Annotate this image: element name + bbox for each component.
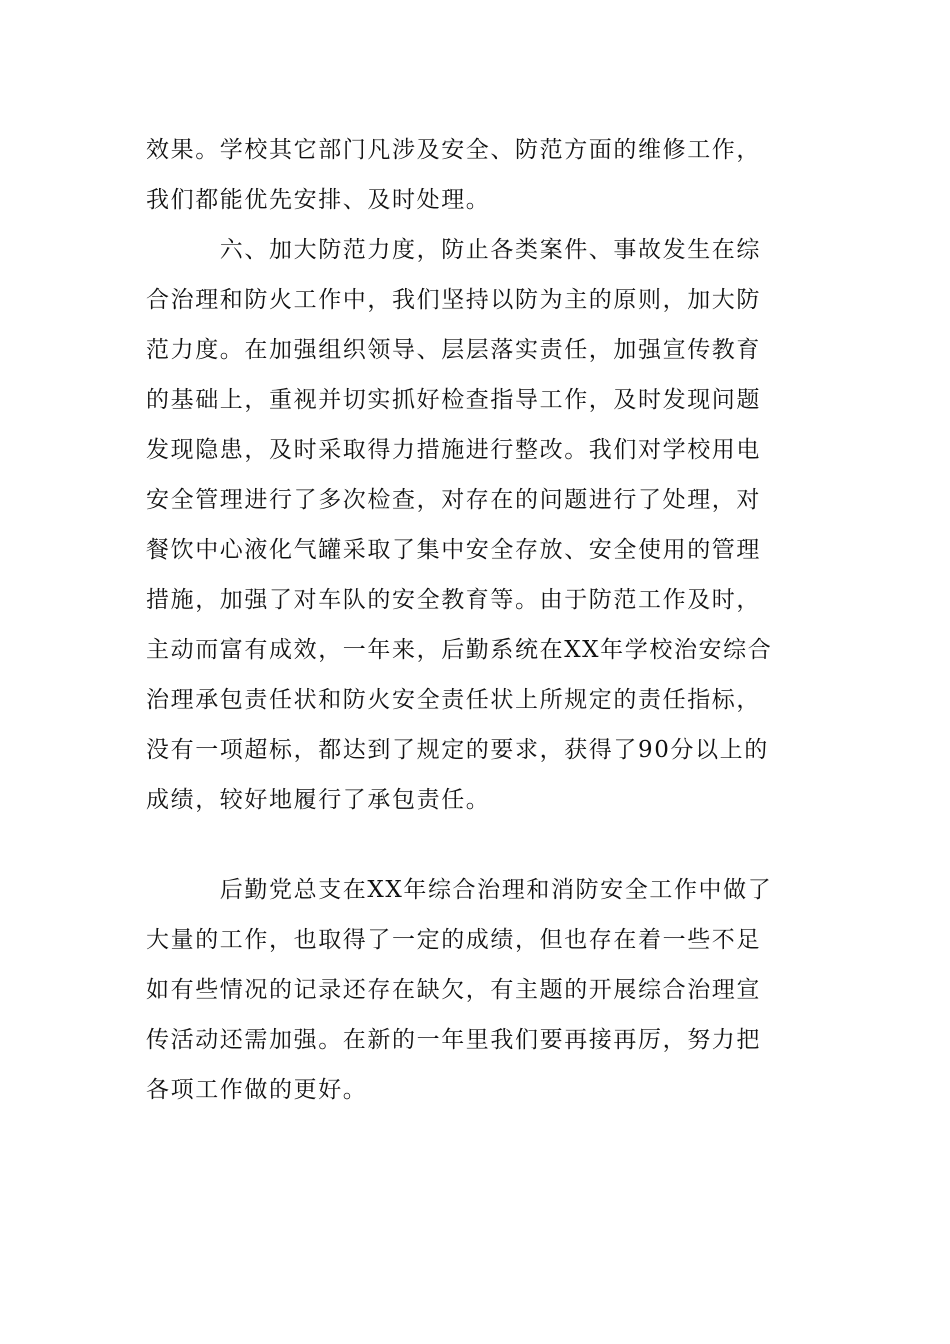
text-line: 治理承包责任状和防火安全责任状上所规定的责任指标， (146, 687, 761, 713)
text-line: 六、加大防范力度，防止各类案件、事故发生在综 (146, 237, 761, 263)
paragraph-section-six (146, 125, 808, 825)
text-line: 如有些情况的记录还存在缺欠，有主题的开展综合治理宣 (146, 977, 761, 1003)
text-line: 大量的工作，也取得了一定的成绩，但也存在着一些不足 (146, 927, 761, 953)
text-line: 效果。学校其它部门凡涉及安全、防范方面的维修工作， (146, 137, 761, 163)
text-line: 餐饮中心液化气罐采取了集中安全存放、安全使用的管理 (146, 537, 761, 563)
text-line: 的基础上，重视并切实抓好检查指导工作，及时发现问题 (146, 387, 761, 413)
text-line: 主动而富有成效，一年来，后勤系统在XX年学校治安综合 (146, 637, 773, 663)
text-line: 后勤党总支在XX年综合治理和消防安全工作中做了 (146, 877, 773, 903)
text-line: 措施，加强了对车队的安全教育等。由于防范工作及时， (146, 587, 761, 613)
text-line: 成绩，较好地履行了承包责任。 (146, 787, 491, 813)
text-line: 安全管理进行了多次检查，对存在的问题进行了处理，对 (146, 487, 761, 513)
paragraph-conclusion (146, 865, 808, 1115)
text-line: 传活动还需加强。在新的一年里我们要再接再厉，努力把 (146, 1027, 761, 1053)
text-line: 范力度。在加强组织领导、层层落实责任，加强宣传教育 (146, 337, 761, 363)
text-line: 各项工作做的更好。 (146, 1077, 368, 1103)
text-line: 发现隐患，及时采取得力措施进行整改。我们对学校用电 (146, 437, 761, 463)
text-line: 合治理和防火工作中，我们坚持以防为主的原则，加大防 (146, 287, 761, 313)
text-line: 我们都能优先安排、及时处理。 (146, 187, 491, 213)
text-line: 没有一项超标，都达到了规定的要求，获得了90分以上的 (146, 737, 769, 763)
